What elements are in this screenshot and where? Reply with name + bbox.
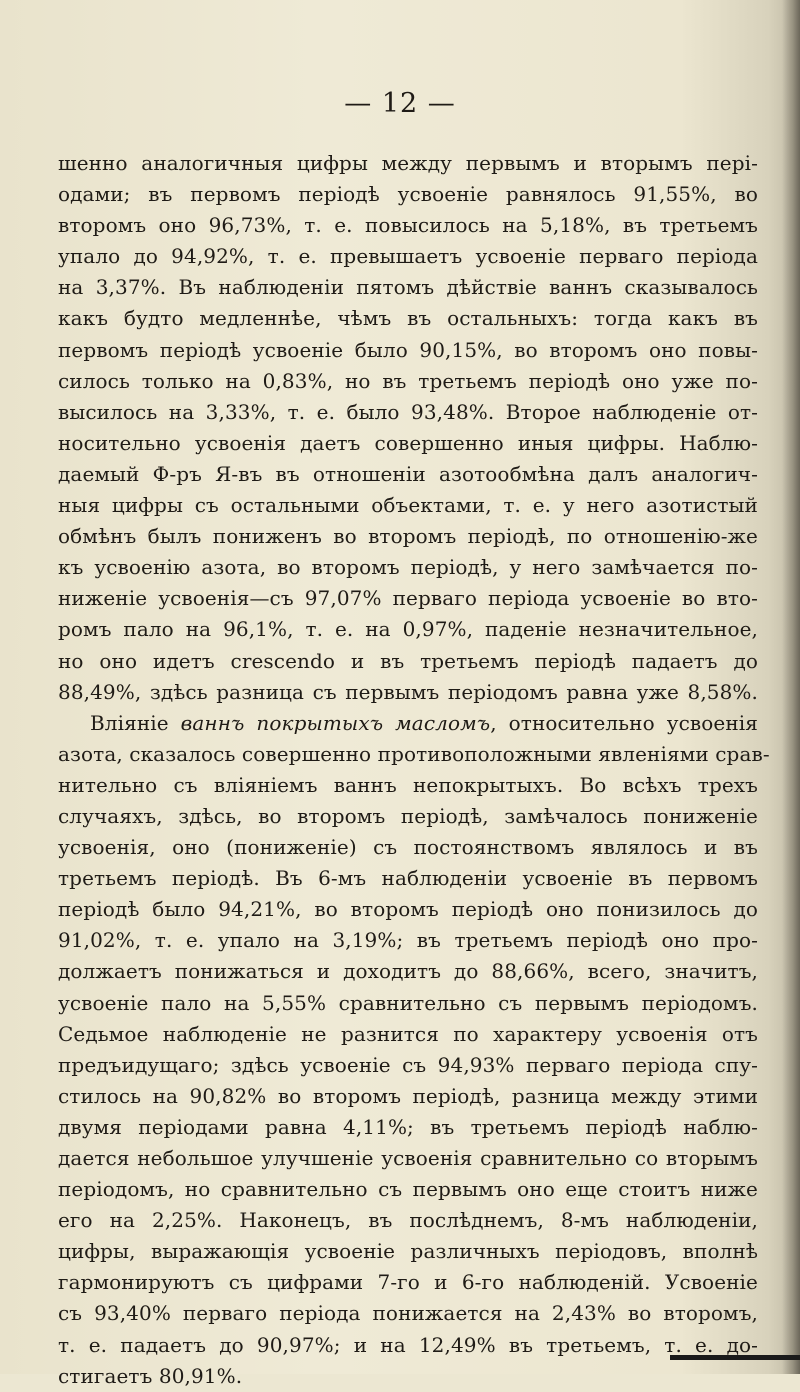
text-line-33: дается небольшое улучшеніе усвоенія сравнительно со вторымъ — [58, 1146, 758, 1170]
page-number: — 12 — — [344, 88, 456, 119]
text-line-15: ниженіе усвоенія—съ 97,07% перваго періода усвоеніе во вто- — [58, 586, 758, 611]
text-line-37: гармонируютъ съ цифрами 7-го и 6-го наблюденій. Усвоеніе — [58, 1270, 758, 1295]
text-line-32: двумя періодами равна 4,11%; въ третьемъ періодѣ наблю- — [58, 1114, 758, 1139]
text-line-1: шенно аналогичныя цифры между первымъ и вторымъ пері- — [58, 151, 758, 175]
text-line-16: ромъ пало на 96,1%, т. е. на 0,97%, паденіе незначительное, — [58, 617, 758, 642]
text-line-9: высилось на 3,33%, т. е. было 93,48%. Второе наблюденіе от- — [58, 399, 758, 424]
text-line-38: съ 93,40% перваго періода понижается на 2,43% во второмъ, — [58, 1301, 758, 1326]
text-line-10: носительно усвоенія даетъ совершенно иныя цифры. Наблю- — [58, 430, 758, 455]
text-line-31: стилось на 90,82% во второмъ періодѣ, разница между этими — [58, 1083, 758, 1108]
text-line-30: предъидущаго; здѣсь усвоеніе съ 94,93% перваго періода спу- — [58, 1052, 758, 1077]
text-line-6: какъ будто медленнѣе, чѣмъ въ остальныхъ: тогда какъ въ — [58, 306, 758, 331]
text-line-19-before: Вліяніе — [90, 710, 181, 735]
text-line-40: стигаетъ 80,91%. — [58, 1363, 243, 1388]
text-line-24: третьемъ періодѣ. Въ 6-мъ наблюденіи усвоеніе въ первомъ — [58, 866, 758, 891]
text-line-8: силось только на 0,83%, но въ третьемъ періодѣ оно уже по- — [58, 368, 758, 393]
text-line-19-emphasis: ваннъ покрытыхъ масломъ — [180, 710, 491, 735]
text-line-4: упало до 94,92%, т. е. превышаетъ усвоеніе перваго періода — [58, 244, 758, 269]
body-text — [58, 148, 770, 1392]
text-line-3: второмъ оно 96,73%, т. е. повысилось на 5,18%, въ третьемъ — [58, 213, 758, 238]
text-line-39: т. е. падаетъ до 90,97%; и на 12,49% въ третьемъ, т. е. до- — [58, 1332, 758, 1357]
text-line-5: на 3,37%. Въ наблюденіи пятомъ дѣйствіе ваннъ сказывалось — [58, 275, 758, 300]
text-line-20: азота, сказалось совершенно противоположными явленіями срав- — [58, 741, 770, 766]
text-line-28: усвоеніе пало на 5,55% сравнительно съ первымъ періодомъ. — [58, 990, 758, 1015]
text-line-18: 88,49%, здѣсь разница съ первымъ періодомъ равна уже 8,58%. — [58, 679, 758, 704]
text-line-36: цифры, выражающія усвоеніе различныхъ періодовъ, вполнѣ — [58, 1239, 758, 1264]
text-line-23: усвоенія, оно (пониженіе) съ постоянствомъ являлось и въ — [58, 835, 758, 860]
text-line-26: 91,02%, т. е. упало на 3,19%; въ третьемъ періодѣ оно про- — [58, 928, 758, 953]
text-line-12: ныя цифры съ остальными объектами, т. е. у него азотистый — [58, 493, 758, 518]
text-line-17: но оно идетъ crescendo и въ третьемъ періодѣ падаетъ до — [58, 648, 758, 673]
text-line-19 — [58, 708, 758, 739]
text-line-34: періодомъ, но сравнительно съ первымъ оно еще стоитъ ниже — [58, 1177, 758, 1202]
text-line-35: его на 2,25%. Наконецъ, въ послѣднемъ, 8-мъ наблюденіи, — [58, 1208, 758, 1233]
text-line-25: періодѣ было 94,21%, во второмъ періодѣ оно понизилось до — [58, 897, 758, 922]
page-edge-shadow — [782, 0, 800, 1374]
text-line-27: должаетъ понижаться и доходитъ до 88,66%, всего, значитъ, — [58, 959, 758, 984]
text-line-21: нительно съ вліяніемъ ваннъ непокрытыхъ. Во всѣхъ трехъ — [58, 772, 758, 797]
text-line-11: даемый Ф-ръ Я-въ въ отношеніи азотообмѣна далъ аналогич- — [58, 461, 758, 486]
text-line-22: случаяхъ, здѣсь, во второмъ періодѣ, замѣчалось пониженіе — [58, 803, 758, 828]
text-line-19-after: , относительно усвоенія — [490, 710, 758, 735]
text-line-2: одами; въ первомъ періодѣ усвоеніе равнялось 91,55%, во — [58, 182, 758, 207]
text-line-29: Седьмое наблюденіе не разнится по характеру усвоенія отъ — [58, 1021, 758, 1046]
text-line-14: къ усвоенію азота, во второмъ періодѣ, у него замѣчается по- — [58, 555, 758, 580]
text-line-7: первомъ періодѣ усвоеніе было 90,15%, во второмъ оно повы- — [58, 337, 758, 362]
text-line-13: обмѣнъ былъ пониженъ во второмъ періодѣ, по отношенію-же — [58, 524, 758, 549]
